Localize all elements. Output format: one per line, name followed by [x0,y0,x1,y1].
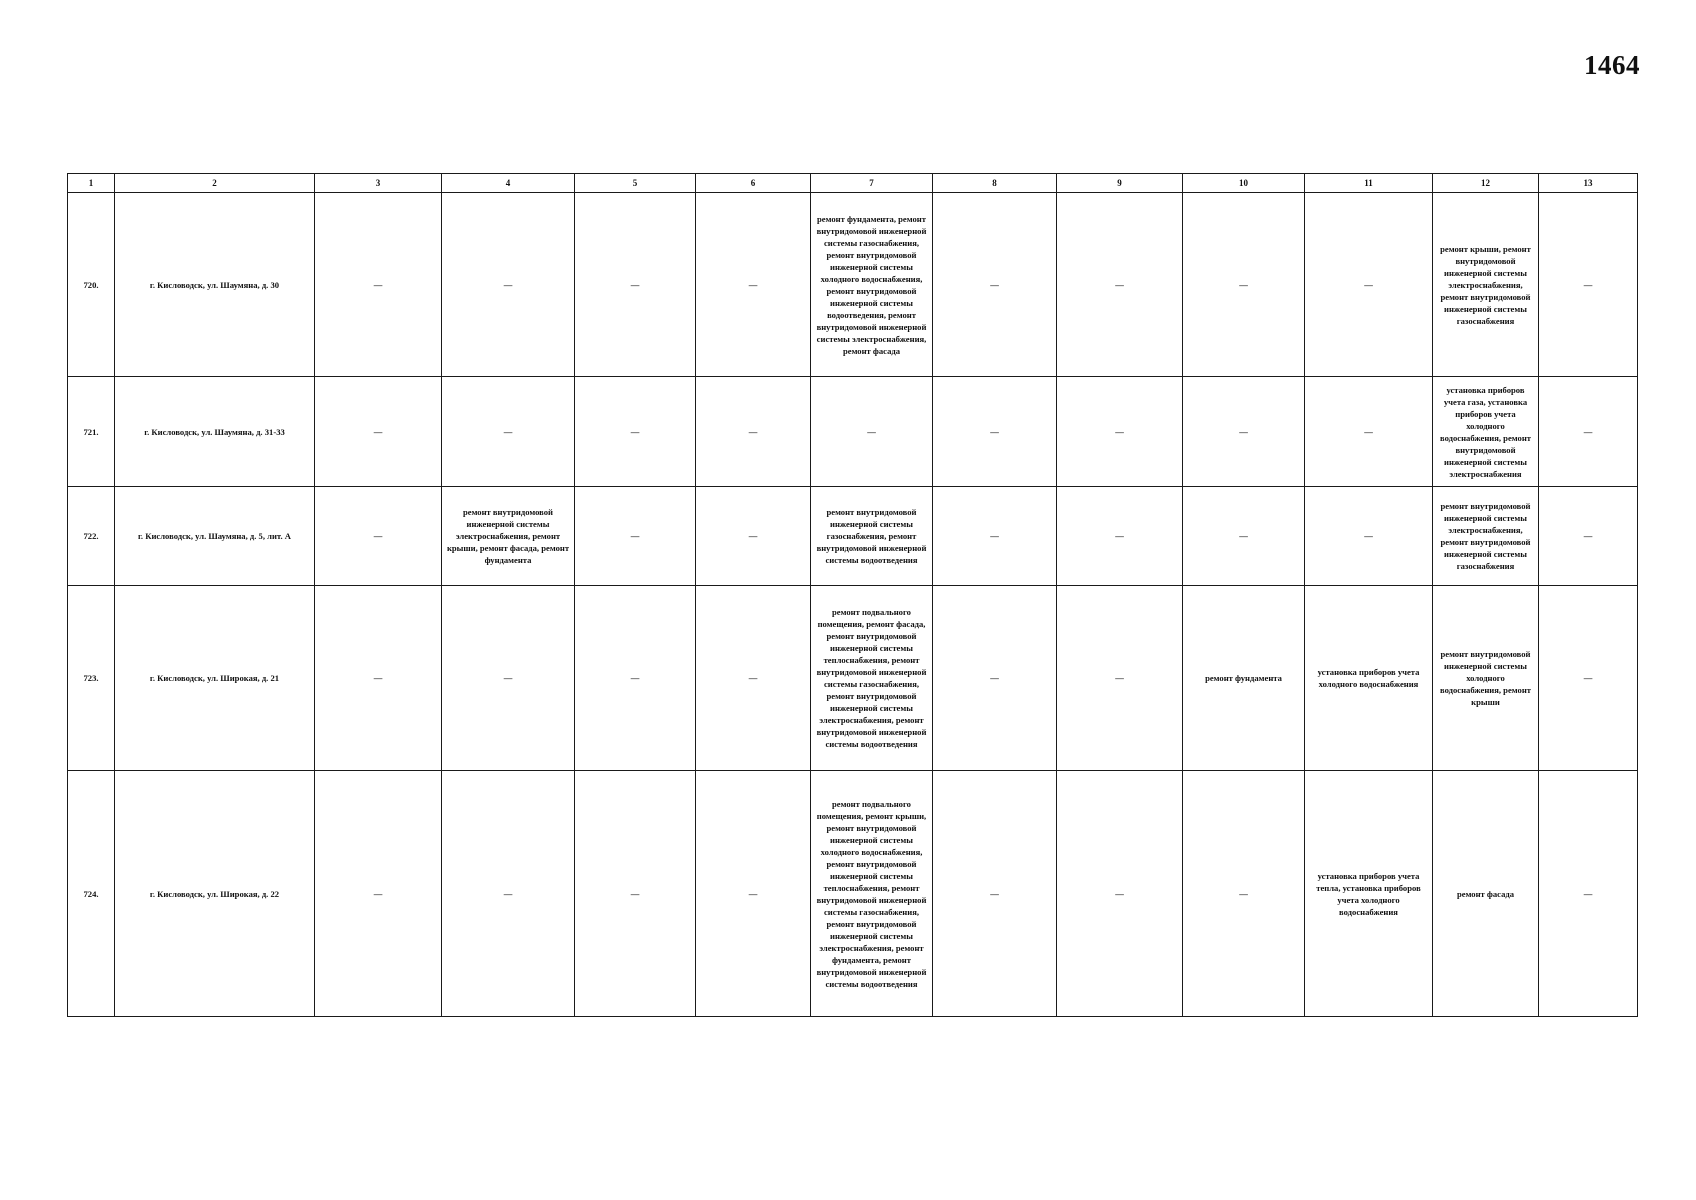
address-cell: г. Кисловодск, ул. Шаумяна, д. 30 [115,193,315,377]
table-cell: — [933,586,1057,771]
table-cell: — [315,487,442,586]
column-header: 7 [811,174,933,193]
column-header: 10 [1183,174,1305,193]
table-cell: — [442,377,575,487]
table-cell: — [315,771,442,1017]
column-header: 12 [1433,174,1539,193]
address-cell: г. Кисловодск, ул. Шаумяна, д. 31-33 [115,377,315,487]
table-cell: ремонт подвального помещения, ремонт фасада, ремонт внутридомовой инженерной системы теплоснабжения, ремонт внутридомовой инженерной системы газоснабжения, ремонт внутридомовой инженерной системы электроснабжения, ремонт внутридомовой инженерной системы водоотведения [811,586,933,771]
table-cell: — [696,193,811,377]
table-cell: — [933,377,1057,487]
column-header: 9 [1057,174,1183,193]
table-cell: ремонт внутридомовой инженерной системы холодного водоснабжения, ремонт крыши [1433,586,1539,771]
table-cell: ремонт фундамента, ремонт внутридомовой инженерной системы газоснабжения, ремонт внутридомовой инженерной системы холодного водоснабжения, ремонт внутридомовой инженерной системы водоотведения, ремонт внутридомовой инженерной системы электроснабжения, ремонт фасада [811,193,933,377]
work-schedule-table [67,173,1638,1017]
table-cell: ремонт внутридомовой инженерной системы электроснабжения, ремонт крыши, ремонт фасада, ремонт фундамента [442,487,575,586]
table-row [68,487,1638,586]
table-cell: — [442,586,575,771]
column-header: 5 [575,174,696,193]
table-cell: — [1057,193,1183,377]
table-cell: ремонт крыши, ремонт внутридомовой инженерной системы электроснабжения, ремонт внутридомовой инженерной системы газоснабжения [1433,193,1539,377]
table-row [68,586,1638,771]
table-cell: — [1305,193,1433,377]
table-cell: — [1057,377,1183,487]
column-header: 2 [115,174,315,193]
table-row [68,771,1638,1017]
row-number: 724. [68,771,115,1017]
table-cell: — [1539,487,1638,586]
table-cell: установка приборов учета тепла, установка приборов учета холодного водоснабжения [1305,771,1433,1017]
table-cell: — [315,193,442,377]
table-cell: установка приборов учета газа, установка приборов учета холодного водоснабжения, ремонт внутридомовой инженерной системы электроснабжения [1433,377,1539,487]
table-cell: — [933,487,1057,586]
table-cell: — [1183,771,1305,1017]
table-cell: установка приборов учета холодного водоснабжения [1305,586,1433,771]
table-row [68,377,1638,487]
table-cell: — [1183,377,1305,487]
table-cell: — [315,586,442,771]
table-cell: — [696,487,811,586]
address-cell: г. Кисловодск, ул. Шаумяна, д. 5, лит. А [115,487,315,586]
address-cell: г. Кисловодск, ул. Широкая, д. 21 [115,586,315,771]
column-header: 3 [315,174,442,193]
column-header: 1 [68,174,115,193]
table-cell: — [315,377,442,487]
column-header: 4 [442,174,575,193]
table-cell: — [1539,193,1638,377]
table-cell: — [442,193,575,377]
table-cell: — [1539,377,1638,487]
table-cell: — [933,193,1057,377]
column-header: 6 [696,174,811,193]
column-header: 13 [1539,174,1638,193]
row-number: 720. [68,193,115,377]
table-cell: — [575,487,696,586]
table-row [68,193,1638,377]
header-row [68,174,1638,193]
table-cell: — [811,377,933,487]
page-number: 1464 [1584,50,1640,80]
table-cell: — [1539,771,1638,1017]
table-cell: — [575,193,696,377]
table-cell: — [442,771,575,1017]
row-number: 722. [68,487,115,586]
table-cell: — [696,586,811,771]
table-cell: — [1057,586,1183,771]
table-cell: — [1183,487,1305,586]
table-cell: ремонт внутридомовой инженерной системы газоснабжения, ремонт внутридомовой инженерной системы водоотведения [811,487,933,586]
table-cell: — [1539,586,1638,771]
table-cell: — [933,771,1057,1017]
table-cell: — [1057,487,1183,586]
table-cell: — [1305,487,1433,586]
table-cell: ремонт фундамента [1183,586,1305,771]
column-header: 8 [933,174,1057,193]
table-cell: — [575,771,696,1017]
address-cell: г. Кисловодск, ул. Широкая, д. 22 [115,771,315,1017]
row-number: 721. [68,377,115,487]
column-header: 11 [1305,174,1433,193]
table-cell: — [696,771,811,1017]
table-cell: ремонт внутридомовой инженерной системы электроснабжения, ремонт внутридомовой инженерной системы газоснабжения [1433,487,1539,586]
table-cell: ремонт подвального помещения, ремонт крыши, ремонт внутридомовой инженерной системы холодного водоснабжения, ремонт внутридомовой инженерной системы теплоснабжения, ремонт внутридомовой инженерной системы газоснабжения, ремонт внутридомовой инженерной системы электроснабжения, ремонт фундамента, ремонт внутридомовой инженерной системы водоотведения [811,771,933,1017]
table-cell: — [575,586,696,771]
table-cell: ремонт фасада [1433,771,1539,1017]
table-cell: — [1183,193,1305,377]
table-cell: — [1057,771,1183,1017]
table-cell: — [696,377,811,487]
table-cell: — [575,377,696,487]
table-cell: — [1305,377,1433,487]
row-number: 723. [68,586,115,771]
